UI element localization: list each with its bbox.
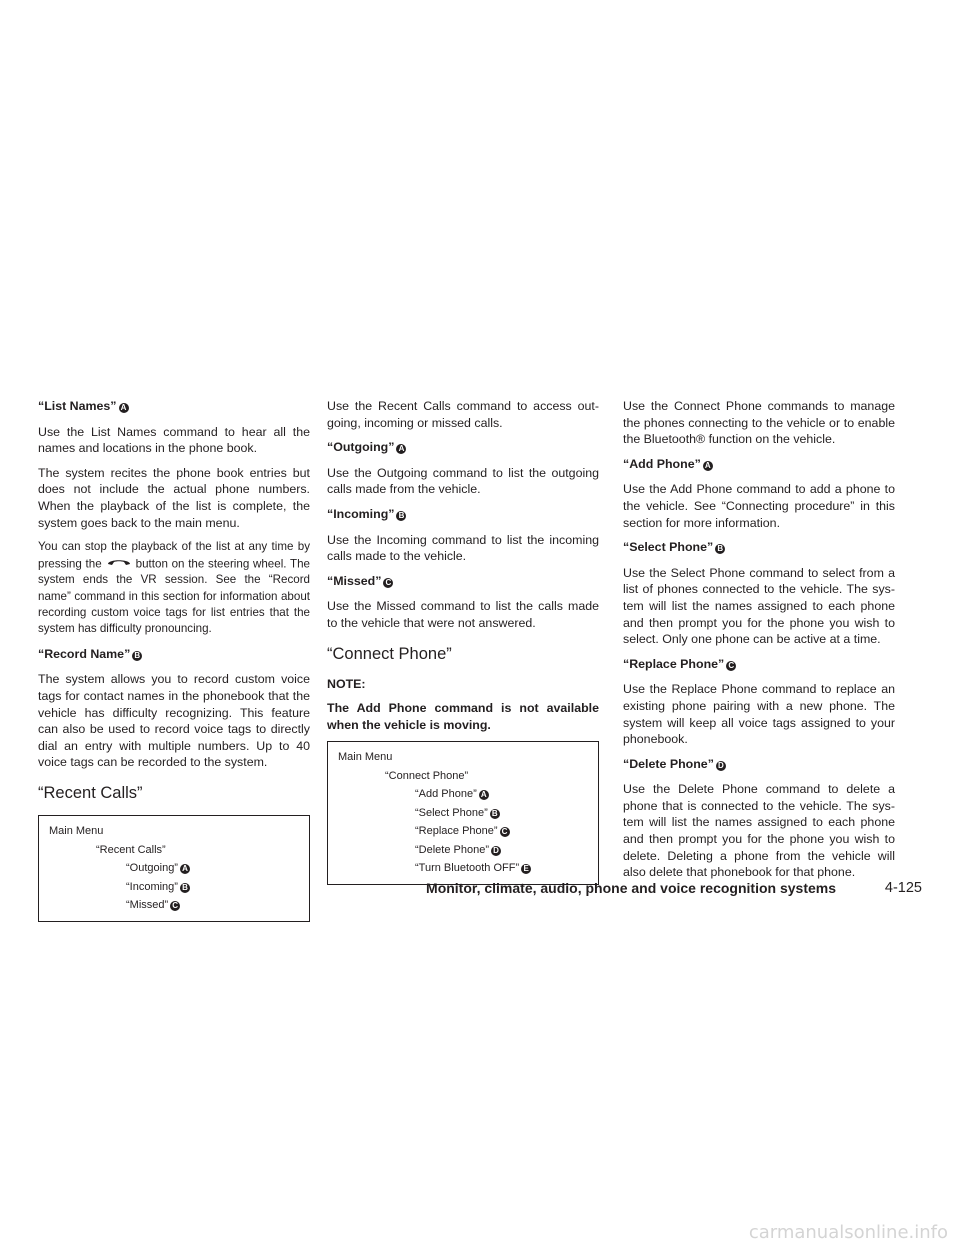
delete-phone-text: Use the Delete Phone command to delete a phone that is connected to the vehicle. The sys-tem will list the names assigned to each phone and then prompt you for the phone you wish to delete. Deleting a phone from the vehicle will also delete that phonebook for that phone. (623, 782, 895, 880)
menu-item-replace-phone: “Replace Phone” C (328, 822, 598, 841)
recent-calls-title: “Recent Calls” (38, 784, 143, 803)
phone-hangup-icon (106, 556, 132, 572)
list-names-p3: You can stop the playback of the list at any time by pressing the button on the steering wheel. The system ends the VR session. See the “Record name” command in this section for information about recording custom voice tags for list entries that the system has difficulty pronouncing. (38, 540, 310, 636)
badge-c-icon: C (726, 661, 736, 671)
badge-a-icon: A (180, 864, 190, 874)
menu-recent-calls: “Recent Calls” (96, 843, 166, 856)
menu-connect-phone: “Connect Phone” (385, 769, 469, 782)
badge-d-icon: D (491, 846, 501, 856)
menu-main: Main Menu (338, 751, 393, 764)
record-name-p1: The system allows you to record custom voice tags for contact names in the phonebook that the vehicle has difficulty recognizing. This feature can also be used to record voice tags to directly dial an entry with multiple numbers. Up to 40 voice tags can be recorded to the system. (38, 672, 310, 770)
column-left (38, 398, 310, 922)
menu-item-delete-phone: “Delete Phone” D (328, 841, 598, 860)
connect-phone-menu-diagram (327, 741, 599, 885)
menu-item-add-phone: “Add Phone” A (328, 785, 598, 804)
incoming-heading: “Incoming” B (327, 506, 599, 523)
menu-item-missed: “Missed” C (39, 896, 309, 915)
menu-item-bluetooth-off: “Turn Bluetooth OFF” E (328, 859, 598, 878)
column-middle (327, 398, 599, 885)
page-footer (0, 880, 960, 900)
replace-phone-heading: “Replace Phone” C (623, 656, 895, 673)
menu-item-select-phone: “Select Phone” B (328, 804, 598, 823)
badge-a-icon: A (703, 461, 713, 471)
badge-c-icon: C (500, 827, 510, 837)
menu-item-incoming: “Incoming” B (39, 878, 309, 897)
column-right (623, 398, 895, 889)
missed-heading: “Missed” C (327, 573, 599, 590)
badge-d-icon: D (716, 761, 726, 771)
badge-a-icon: A (119, 403, 129, 413)
badge-a-icon: A (396, 444, 406, 454)
badge-c-icon: C (170, 901, 180, 911)
list-names-p2: The system recites the phone book entries but does not include the actual phone numbers. When the playback of the list is complete, the system goes back to the main menu. (38, 465, 310, 530)
badge-c-icon: C (383, 578, 393, 588)
badge-b-icon: B (396, 511, 406, 521)
replace-phone-text: Use the Replace Phone command to replace an existing phone pairing with a new phone. The system will keep all voice tags assigned to your phonebook. (623, 682, 895, 747)
badge-e-icon: E (521, 864, 531, 874)
connect-phone-title: “Connect Phone” (327, 644, 452, 663)
menu-item-outgoing: “Outgoing” A (39, 859, 309, 878)
badge-a-icon: A (479, 790, 489, 800)
list-names-p1: Use the List Names command to hear all the names and locations in the phone book. (38, 424, 310, 456)
delete-phone-heading: “Delete Phone” D (623, 756, 895, 773)
outgoing-text: Use the Outgoing command to list the outgoing calls made from the vehicle. (327, 465, 599, 497)
badge-b-icon: B (180, 883, 190, 893)
select-phone-text: Use the Select Phone command to select from a list of phones connected to the vehicle. The sys-tem will list the names assigned to each phone and then prompt you for the phone you wish to select. Only one phone can be active at a time. (623, 565, 895, 647)
section-title: Monitor, climate, audio, phone and voice recognition systems (426, 880, 836, 896)
note-label: NOTE: (327, 676, 366, 691)
connect-phone-intro: Use the Connect Phone commands to manage the phones connecting to the vehicle or to enable the Bluetooth® function on the vehicle. (623, 399, 895, 447)
watermark: carmanualsonline.info (748, 1222, 948, 1243)
menu-main: Main Menu (49, 825, 104, 838)
list-names-heading: “List Names” A (38, 398, 310, 415)
recent-calls-menu-diagram (38, 815, 310, 922)
page-number: 4-125 (884, 880, 922, 896)
badge-b-icon: B (132, 651, 142, 661)
select-phone-heading: “Select Phone” B (623, 539, 895, 556)
outgoing-heading: “Outgoing” A (327, 439, 599, 456)
missed-text: Use the Missed command to list the calls made to the vehicle that were not answered. (327, 599, 599, 630)
badge-b-icon: B (490, 809, 500, 819)
note-text: The Add Phone command is not available when the vehicle is moving. (327, 701, 599, 732)
record-name-heading: “Record Name” B (38, 646, 310, 663)
add-phone-text: Use the Add Phone command to add a phone to the vehicle. See “Connecting procedure” in this section for more information. (623, 482, 895, 530)
badge-b-icon: B (715, 544, 725, 554)
incoming-text: Use the Incoming command to list the incoming calls made to the vehicle. (327, 532, 599, 564)
add-phone-heading: “Add Phone” A (623, 456, 895, 473)
recent-calls-intro: Use the Recent Calls command to access out-going, incoming or missed calls. (327, 399, 599, 430)
